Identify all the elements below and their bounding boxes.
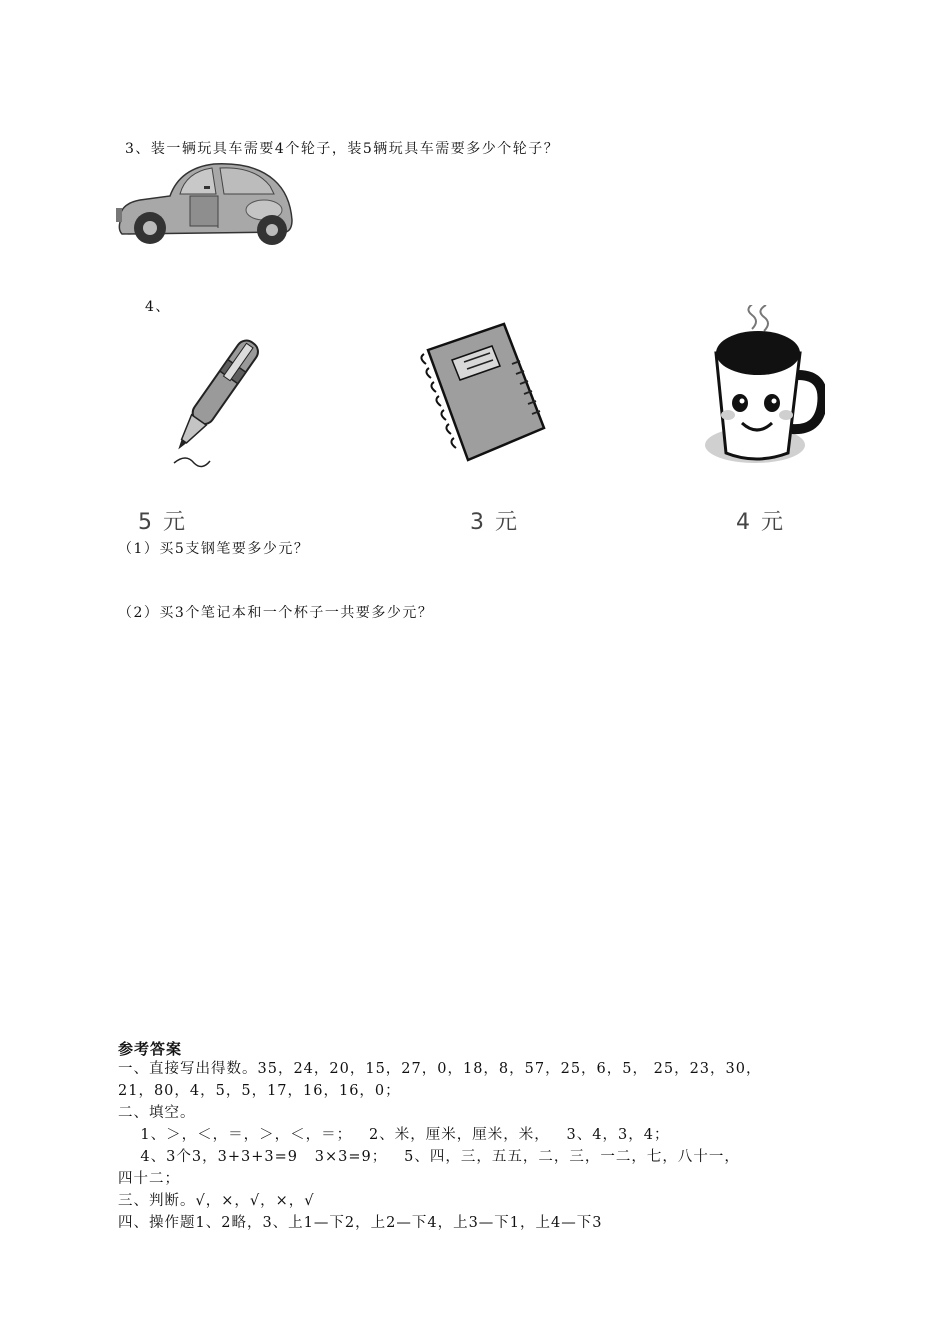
answer-line: 4、3个3，3+3+3=9 3×3=9； 5、四，三，五五，二，三，一二，七，八十一， bbox=[118, 1149, 740, 1165]
notebook-price: 3 元 bbox=[470, 510, 519, 535]
notebook-image bbox=[420, 320, 550, 465]
question-4-1: （1）买5支钢笔要多少元？ bbox=[118, 541, 310, 557]
question-3: 3、装一辆玩具车需要4个轮子，装5辆玩具车需要多少个轮子？ bbox=[125, 141, 560, 157]
answer-line: 21，80，4，5，5，17，16，16，0； bbox=[118, 1083, 401, 1099]
answer-line: 三、判断。√，×，√，×，√ bbox=[118, 1193, 315, 1209]
question-4-label: 4、 bbox=[145, 299, 171, 315]
answer-line: 四、操作题1、2略，3、上1—下2，上2—下4，上3—下1，上4—下3 bbox=[118, 1215, 603, 1231]
answer-line: 二、填空。 bbox=[118, 1105, 196, 1121]
cup-image bbox=[700, 305, 825, 470]
answer-line: 四十二； bbox=[118, 1171, 180, 1187]
answer-line: 一、直接写出得数。35，24，20，15，27，0，18，8，57，25，6，5， 25，23，30， bbox=[118, 1061, 762, 1077]
pen-price: 5 元 bbox=[138, 510, 187, 535]
answer-line: 1、＞，＜，＝，＞，＜，＝； 2、米，厘米，厘米，米， 3、4，3，4； bbox=[118, 1127, 670, 1143]
cup-price: 4 元 bbox=[736, 510, 785, 535]
answers-block bbox=[118, 1058, 838, 1234]
pen-image bbox=[160, 325, 270, 470]
question-4-2: （2）买3个笔记本和一个杯子一共要多少元？ bbox=[118, 605, 434, 621]
toy-car-image bbox=[114, 160, 294, 250]
answers-title: 参考答案 bbox=[118, 1040, 183, 1058]
